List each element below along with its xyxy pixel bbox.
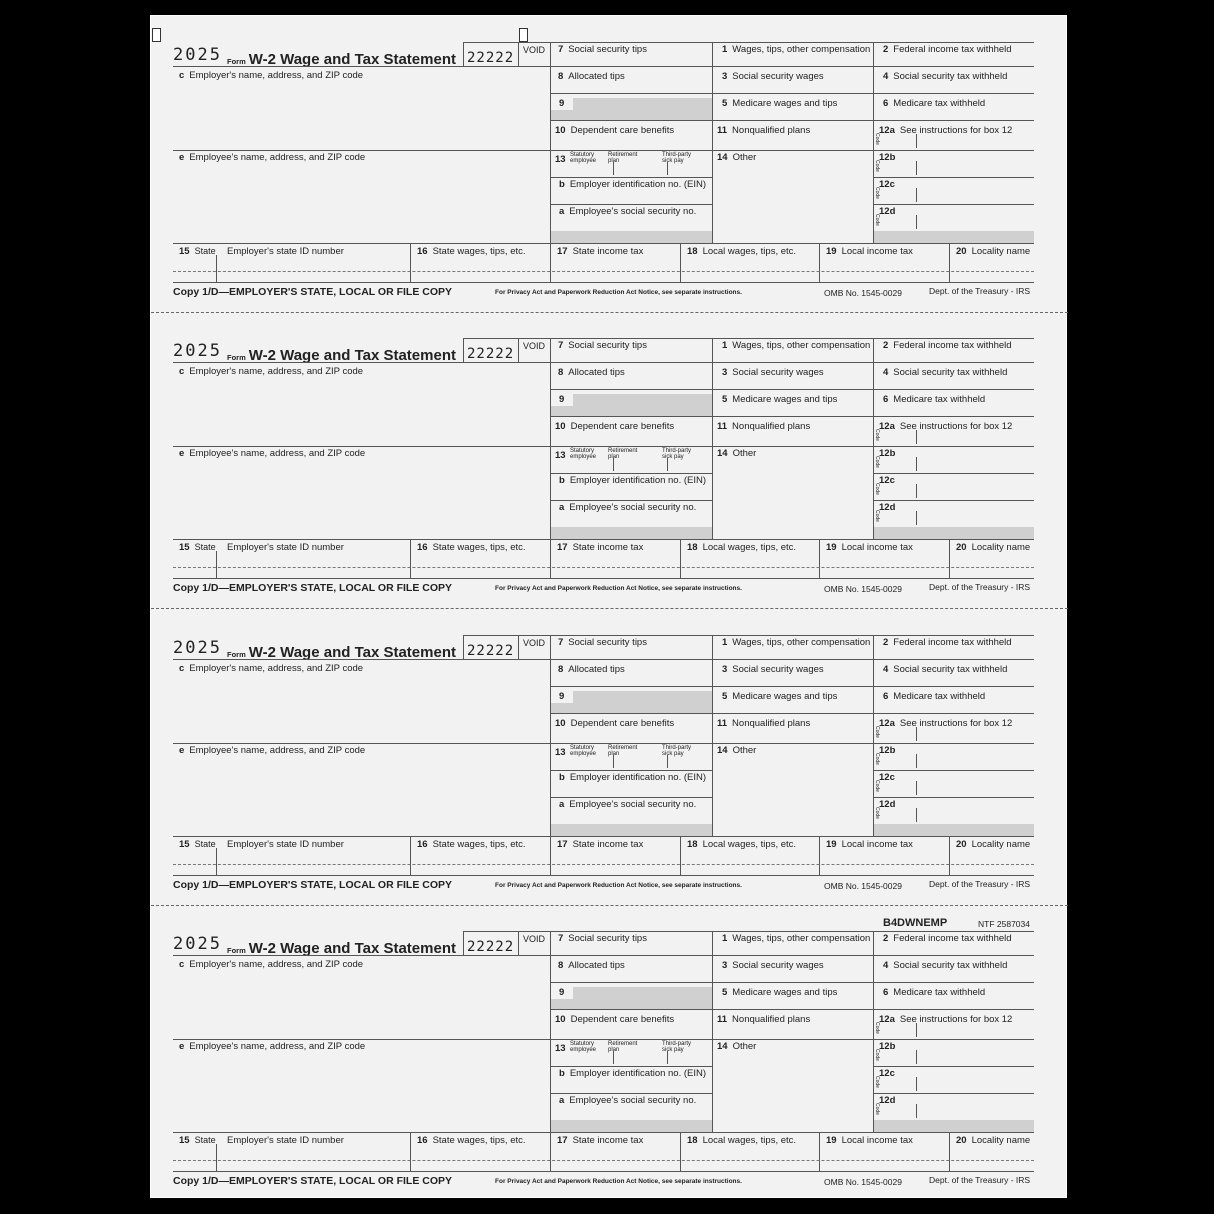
code-caption: Code bbox=[874, 1103, 880, 1115]
box-17-label: 17 State income tax bbox=[557, 246, 644, 257]
code-caption: Code bbox=[874, 510, 880, 522]
box-16-label: 16 State wages, tips, etc. bbox=[417, 542, 526, 553]
void-checkbox[interactable]: VOID bbox=[523, 341, 546, 351]
form-title: Form W-2 Wage and Tax Statement bbox=[227, 51, 456, 68]
box-12c-label: 12c bbox=[879, 1068, 895, 1079]
box-1-label: 1 Wages, tips, other compensation bbox=[722, 340, 871, 351]
box-12b-label: 12b bbox=[879, 1041, 896, 1052]
box-12b-label: 12b bbox=[879, 448, 896, 459]
box-13-label: 13 bbox=[555, 154, 566, 165]
box-9-label: 9 bbox=[559, 98, 565, 109]
copy-label: Copy 1/D—EMPLOYER'S STATE, LOCAL OR FILE COPY bbox=[173, 582, 453, 594]
box-5-label: 5 Medicare wages and tips bbox=[722, 691, 838, 702]
box-4-label: 4 Social security tax withheld bbox=[883, 664, 1008, 675]
box-10-label: 10 Dependent care benefits bbox=[555, 1014, 675, 1025]
omb-number: OMB No. 1545-0029 bbox=[824, 1177, 902, 1187]
employer-state-id-label: Employer's state ID number bbox=[227, 1135, 344, 1146]
copy-label: Copy 1/D—EMPLOYER'S STATE, LOCAL OR FILE COPY bbox=[173, 286, 453, 298]
box-12d-label: 12d bbox=[879, 206, 896, 217]
box-5-label: 5 Medicare wages and tips bbox=[722, 98, 838, 109]
box-12c-label: 12c bbox=[879, 772, 895, 783]
box-12a-label: 12a See instructions for box 12 bbox=[879, 1014, 1013, 1025]
box-10-label: 10 Dependent care benefits bbox=[555, 125, 675, 136]
void-checkbox[interactable]: VOID bbox=[523, 638, 546, 648]
dept-treasury: Dept. of the Treasury - IRS bbox=[929, 1175, 1031, 1185]
statutory-employee-checkbox[interactable]: Statutory employee bbox=[570, 1041, 597, 1053]
statutory-employee-checkbox[interactable]: Statutory employee bbox=[570, 745, 597, 757]
box-8-label: 8 Allocated tips bbox=[558, 960, 625, 971]
employer-state-id-label: Employer's state ID number bbox=[227, 839, 344, 850]
box-c-label: c Employer's name, address, and ZIP code bbox=[179, 959, 364, 970]
box-11-label: 11 Nonqualified plans bbox=[717, 1014, 811, 1025]
retirement-plan-checkbox[interactable]: Retirement plan bbox=[608, 745, 638, 757]
box-10-label: 10 Dependent care benefits bbox=[555, 718, 675, 729]
box-3-label: 3 Social security wages bbox=[722, 960, 824, 971]
box-b-label: b Employer identification no. (EIN) bbox=[559, 475, 707, 486]
box-14-label: 14 Other bbox=[717, 448, 757, 459]
box-13-label: 13 bbox=[555, 747, 566, 758]
box-4-label: 4 Social security tax withheld bbox=[883, 367, 1008, 378]
box-a-label: a Employee's social security no. bbox=[559, 502, 697, 513]
box-11-label: 11 Nonqualified plans bbox=[717, 421, 811, 432]
code-caption: Code bbox=[874, 429, 880, 441]
box-2-label: 2 Federal income tax withheld bbox=[883, 44, 1012, 55]
box-5-label: 5 Medicare wages and tips bbox=[722, 987, 838, 998]
box-b-label: b Employer identification no. (EIN) bbox=[559, 1068, 707, 1079]
retirement-plan-checkbox[interactable]: Retirement plan bbox=[608, 152, 638, 164]
omb-number: OMB No. 1545-0029 bbox=[824, 881, 902, 891]
box-12d-label: 12d bbox=[879, 502, 896, 513]
box-19-label: 19 Local income tax bbox=[826, 246, 913, 257]
box-6-label: 6 Medicare tax withheld bbox=[883, 691, 986, 702]
box-e-label: e Employee's name, address, and ZIP code bbox=[179, 745, 366, 756]
code-caption: Code bbox=[874, 214, 880, 226]
box-15-label: 15 State bbox=[179, 542, 216, 553]
dept-treasury: Dept. of the Treasury - IRS bbox=[929, 879, 1031, 889]
dept-treasury: Dept. of the Treasury - IRS bbox=[929, 286, 1031, 296]
code-caption: Code bbox=[874, 160, 880, 172]
w2-form-copy bbox=[151, 312, 1068, 608]
control-code: 22222 bbox=[467, 939, 515, 955]
box-18-label: 18 Local wages, tips, etc. bbox=[687, 1135, 797, 1146]
box-12c-label: 12c bbox=[879, 475, 895, 486]
form-title: Form W-2 Wage and Tax Statement bbox=[227, 347, 456, 364]
box-13-label: 13 bbox=[555, 450, 566, 461]
box-19-label: 19 Local income tax bbox=[826, 839, 913, 850]
box-b-label: b Employer identification no. (EIN) bbox=[559, 772, 707, 783]
w2-form-copy bbox=[151, 905, 1068, 1201]
dept-treasury: Dept. of the Treasury - IRS bbox=[929, 582, 1031, 592]
form-year: 2025 bbox=[173, 45, 222, 65]
box-1-label: 1 Wages, tips, other compensation bbox=[722, 933, 871, 944]
code-caption: Code bbox=[874, 753, 880, 765]
box-7-label: 7 Social security tips bbox=[558, 340, 647, 351]
box-12a-label: 12a See instructions for box 12 bbox=[879, 125, 1013, 136]
box-e-label: e Employee's name, address, and ZIP code bbox=[179, 448, 366, 459]
box-16-label: 16 State wages, tips, etc. bbox=[417, 839, 526, 850]
box-20-label: 20 Locality name bbox=[956, 839, 1031, 850]
box-7-label: 7 Social security tips bbox=[558, 44, 647, 55]
box-12b-label: 12b bbox=[879, 152, 896, 163]
copy-label: Copy 1/D—EMPLOYER'S STATE, LOCAL OR FILE COPY bbox=[173, 879, 453, 891]
box-17-label: 17 State income tax bbox=[557, 839, 644, 850]
third-party-sick-pay-checkbox[interactable]: Third-party sick pay bbox=[662, 448, 692, 460]
box-6-label: 6 Medicare tax withheld bbox=[883, 987, 986, 998]
control-code: 22222 bbox=[467, 50, 515, 66]
box-15-label: 15 State bbox=[179, 246, 216, 257]
box-7-label: 7 Social security tips bbox=[558, 637, 647, 648]
box-15-label: 15 State bbox=[179, 1135, 216, 1146]
retirement-plan-checkbox[interactable]: Retirement plan bbox=[608, 448, 638, 460]
box-8-label: 8 Allocated tips bbox=[558, 367, 625, 378]
omb-number: OMB No. 1545-0029 bbox=[824, 584, 902, 594]
w2-form-copy bbox=[151, 16, 1068, 312]
box-12d-label: 12d bbox=[879, 799, 896, 810]
box-16-label: 16 State wages, tips, etc. bbox=[417, 246, 526, 257]
box-14-label: 14 Other bbox=[717, 745, 757, 756]
box-14-label: 14 Other bbox=[717, 152, 757, 163]
copy-label: Copy 1/D—EMPLOYER'S STATE, LOCAL OR FILE COPY bbox=[173, 1175, 453, 1187]
box-a-label: a Employee's social security no. bbox=[559, 799, 697, 810]
omb-number: OMB No. 1545-0029 bbox=[824, 288, 902, 298]
box-15-label: 15 State bbox=[179, 839, 216, 850]
employer-state-id-label: Employer's state ID number bbox=[227, 542, 344, 553]
box-18-label: 18 Local wages, tips, etc. bbox=[687, 246, 797, 257]
box-20-label: 20 Locality name bbox=[956, 542, 1031, 553]
box-e-label: e Employee's name, address, and ZIP code bbox=[179, 152, 366, 163]
box-8-label: 8 Allocated tips bbox=[558, 71, 625, 82]
code-caption: Code bbox=[874, 807, 880, 819]
privacy-notice: For Privacy Act and Paperwork Reduction Act Notice, see separate instructions. bbox=[495, 289, 742, 296]
box-1-label: 1 Wages, tips, other compensation bbox=[722, 637, 871, 648]
box-8-label: 8 Allocated tips bbox=[558, 664, 625, 675]
void-checkbox[interactable]: VOID bbox=[523, 934, 546, 944]
box-4-label: 4 Social security tax withheld bbox=[883, 71, 1008, 82]
box-19-label: 19 Local income tax bbox=[826, 1135, 913, 1146]
form-title: Form W-2 Wage and Tax Statement bbox=[227, 644, 456, 661]
code-caption: Code bbox=[874, 187, 880, 199]
retirement-plan-checkbox[interactable]: Retirement plan bbox=[608, 1041, 638, 1053]
void-checkbox[interactable]: VOID bbox=[523, 45, 546, 55]
control-code: 22222 bbox=[467, 346, 515, 362]
box-12a-label: 12a See instructions for box 12 bbox=[879, 718, 1013, 729]
box-10-label: 10 Dependent care benefits bbox=[555, 421, 675, 432]
box-3-label: 3 Social security wages bbox=[722, 367, 824, 378]
control-code: 22222 bbox=[467, 643, 515, 659]
box-c-label: c Employer's name, address, and ZIP code bbox=[179, 366, 364, 377]
code-caption: Code bbox=[874, 456, 880, 468]
box-5-label: 5 Medicare wages and tips bbox=[722, 394, 838, 405]
box-12d-label: 12d bbox=[879, 1095, 896, 1106]
box-e-label: e Employee's name, address, and ZIP code bbox=[179, 1041, 366, 1052]
box-9-label: 9 bbox=[559, 394, 565, 405]
form-year: 2025 bbox=[173, 934, 222, 954]
box-18-label: 18 Local wages, tips, etc. bbox=[687, 839, 797, 850]
code-caption: Code bbox=[874, 1022, 880, 1034]
box-19-label: 19 Local income tax bbox=[826, 542, 913, 553]
code-caption: Code bbox=[874, 1049, 880, 1061]
box-b-label: b Employer identification no. (EIN) bbox=[559, 179, 707, 190]
code-caption: Code bbox=[874, 726, 880, 738]
box-9-label: 9 bbox=[559, 691, 565, 702]
w2-form-copy bbox=[151, 609, 1068, 905]
box-3-label: 3 Social security wages bbox=[722, 71, 824, 82]
code-caption: Code bbox=[874, 133, 880, 145]
third-party-sick-pay-checkbox[interactable]: Third-party sick pay bbox=[662, 152, 692, 164]
privacy-notice: For Privacy Act and Paperwork Reduction Act Notice, see separate instructions. bbox=[495, 585, 742, 592]
box-11-label: 11 Nonqualified plans bbox=[717, 125, 811, 136]
box-20-label: 20 Locality name bbox=[956, 246, 1031, 257]
box-17-label: 17 State income tax bbox=[557, 1135, 644, 1146]
box-11-label: 11 Nonqualified plans bbox=[717, 718, 811, 729]
ntf-number: NTF 2587034 bbox=[978, 919, 1030, 929]
box-4-label: 4 Social security tax withheld bbox=[883, 960, 1008, 971]
box-a-label: a Employee's social security no. bbox=[559, 206, 697, 217]
privacy-notice: For Privacy Act and Paperwork Reduction Act Notice, see separate instructions. bbox=[495, 1178, 742, 1185]
box-13-label: 13 bbox=[555, 1043, 566, 1054]
third-party-sick-pay-checkbox[interactable]: Third-party sick pay bbox=[662, 1041, 692, 1053]
privacy-notice: For Privacy Act and Paperwork Reduction Act Notice, see separate instructions. bbox=[495, 882, 742, 889]
box-18-label: 18 Local wages, tips, etc. bbox=[687, 542, 797, 553]
box-16-label: 16 State wages, tips, etc. bbox=[417, 1135, 526, 1146]
box-c-label: c Employer's name, address, and ZIP code bbox=[179, 663, 364, 674]
third-party-sick-pay-checkbox[interactable]: Third-party sick pay bbox=[662, 745, 692, 757]
code-caption: Code bbox=[874, 780, 880, 792]
box-1-label: 1 Wages, tips, other compensation bbox=[722, 44, 871, 55]
form-title: Form W-2 Wage and Tax Statement bbox=[227, 940, 456, 957]
box-6-label: 6 Medicare tax withheld bbox=[883, 394, 986, 405]
box-c-label: c Employer's name, address, and ZIP code bbox=[179, 70, 364, 81]
box-2-label: 2 Federal income tax withheld bbox=[883, 637, 1012, 648]
box-3-label: 3 Social security wages bbox=[722, 664, 824, 675]
form-year: 2025 bbox=[173, 341, 222, 361]
box-12b-label: 12b bbox=[879, 745, 896, 756]
w2-sheet bbox=[150, 15, 1067, 1198]
statutory-employee-checkbox[interactable]: Statutory employee bbox=[570, 448, 597, 460]
box-14-label: 14 Other bbox=[717, 1041, 757, 1052]
product-code: B4DWNEMP bbox=[883, 917, 948, 929]
code-caption: Code bbox=[874, 1076, 880, 1088]
box-2-label: 2 Federal income tax withheld bbox=[883, 933, 1012, 944]
box-20-label: 20 Locality name bbox=[956, 1135, 1031, 1146]
employer-state-id-label: Employer's state ID number bbox=[227, 246, 344, 257]
box-17-label: 17 State income tax bbox=[557, 542, 644, 553]
code-caption: Code bbox=[874, 483, 880, 495]
box-6-label: 6 Medicare tax withheld bbox=[883, 98, 986, 109]
box-a-label: a Employee's social security no. bbox=[559, 1095, 697, 1106]
form-year: 2025 bbox=[173, 638, 222, 658]
box-9-label: 9 bbox=[559, 987, 565, 998]
box-7-label: 7 Social security tips bbox=[558, 933, 647, 944]
box-12a-label: 12a See instructions for box 12 bbox=[879, 421, 1013, 432]
statutory-employee-checkbox[interactable]: Statutory employee bbox=[570, 152, 597, 164]
box-12c-label: 12c bbox=[879, 179, 895, 190]
box-2-label: 2 Federal income tax withheld bbox=[883, 340, 1012, 351]
